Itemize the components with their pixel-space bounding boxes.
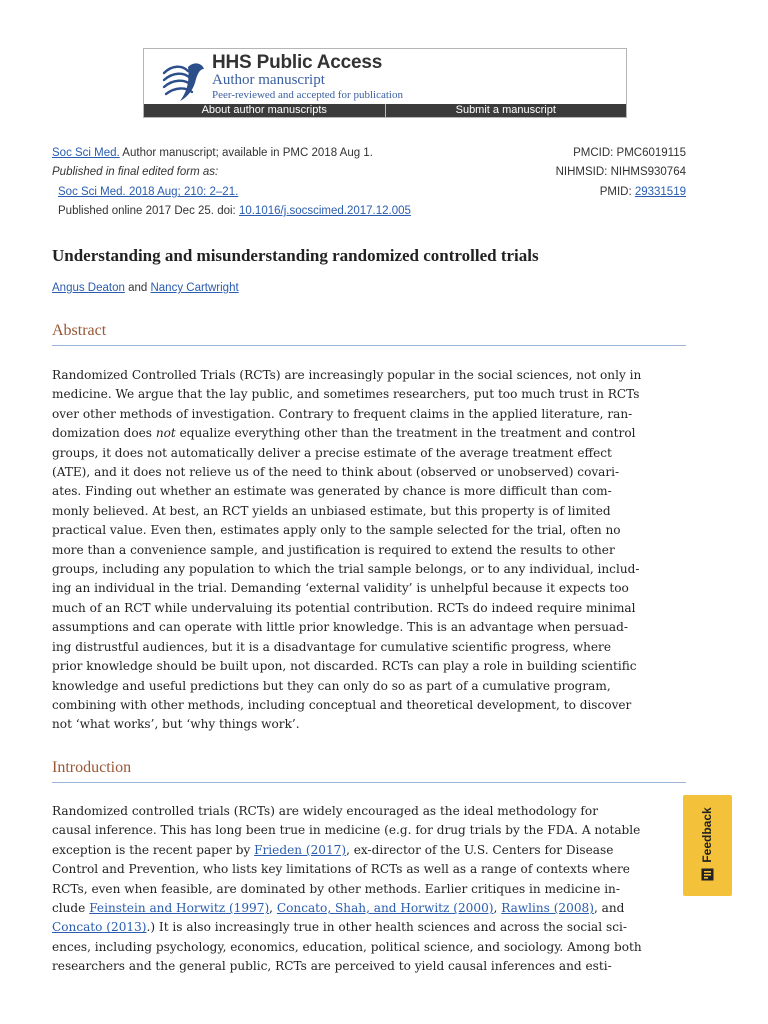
intro-text: , and (593, 901, 625, 916)
citation-text: Author manuscript; available in PMC 2018 Aug 1. (119, 147, 373, 159)
abstract-line: medicine. We argue that the lay public, and sometimes researchers, put too much trust in RCTs (52, 387, 640, 402)
final-citation-link[interactable]: Soc Sci Med. 2018 Aug; 210: 2–21. (58, 186, 239, 198)
intro-line (52, 918, 686, 937)
banner-button-bar (144, 104, 626, 117)
abstract-line: groups, it does not automatically deliver a precise estimate of the average treatment effect (52, 445, 612, 460)
doi-link[interactable]: 10.1016/j.socscimed.2017.12.005 (238, 205, 411, 217)
intro-line: Control and Prevention, who lists key limitations of RCTs as well as a range of contexts where (52, 862, 630, 877)
abstract-line: monly believed. At best, an RCT yields an unbiased estimate, but this property is of limited (52, 503, 611, 518)
article-title: Understanding and misunderstanding randomized controlled trials (52, 246, 539, 265)
citation-line (52, 147, 373, 159)
final-form-citation (58, 186, 238, 198)
introduction-heading: Introduction (52, 759, 132, 776)
intro-text: , (493, 901, 502, 916)
abstract-line: much of an RCT while undervaluing its potential contribution. RCTs do indeed require minimal (52, 600, 636, 615)
abstract-line: assumptions and can operate with little prior knowledge. This is an advantage when persuad- (52, 620, 628, 635)
author-list (52, 282, 239, 294)
intro-text: , (269, 901, 277, 916)
pmid-link[interactable]: 29331519 (634, 186, 686, 198)
intro-line (52, 841, 686, 860)
author-link-cartwright[interactable]: Nancy Cartwright (150, 282, 239, 294)
author-link-deaton[interactable]: Angus Deaton (52, 282, 125, 294)
intro-text: clude (52, 901, 90, 916)
final-form-label: Published in final edited form as: (52, 166, 219, 178)
hhs-banner (143, 48, 627, 118)
journal-link[interactable]: Soc Sci Med. (52, 147, 120, 159)
intro-line: ences, including psychology, economics, education, political science, and sociology. Among both (52, 939, 642, 954)
abstract-line: not ‘what works’, but ‘why things work’. (52, 717, 300, 732)
abstract-text-segment: equalize everything other than the treatment in the treatment and control (175, 426, 636, 441)
introduction-text (52, 802, 686, 977)
intro-line (52, 899, 686, 918)
abstract-line: ing an individual in the trial. Demanding ‘external validity’ is unhelpful because it expects too (52, 581, 629, 596)
abstract-line: prior knowledge should be built upon, not discarded. RCTs can play a role in building scientific (52, 659, 637, 674)
nihmsid: NIHMSID: NIHMS930764 (555, 166, 686, 178)
pmid-line (600, 186, 686, 198)
abstract-line: (ATE), and it does not relieve us of the need to think about (observed or unobserved) covari- (52, 465, 620, 480)
ref-link-concato[interactable]: Concato (2013) (52, 920, 147, 935)
submit-manuscript-button[interactable]: Submit a manuscript (385, 104, 627, 117)
published-online-text: Published online 2017 Dec 25. doi: (58, 205, 239, 217)
banner-title: HHS Public Access (212, 52, 383, 73)
pmid-label: PMID: (599, 186, 635, 198)
hhs-eagle-logo-icon (158, 55, 210, 105)
abstract-line: practical value. Even then, estimates apply only to the sample selected for the trial, often no (52, 523, 621, 538)
ref-link-frieden[interactable]: Frieden (2017) (254, 842, 347, 857)
feedback-icon (701, 868, 714, 881)
abstract-line: ates. Finding out whether an estimate was generated by chance is more difficult than com- (52, 484, 612, 499)
abstract-heading: Abstract (52, 322, 107, 339)
intro-text: .) It is also increasingly true in other health sciences and across the social sci- (146, 920, 627, 935)
intro-text: , ex-director of the U.S. Centers for Disease (346, 842, 614, 857)
abstract-line: groups, including any population to which the trial sample belongs, or to any individual, includ- (52, 562, 640, 577)
feedback-label: Feedback (700, 807, 714, 863)
abstract-line (52, 424, 686, 443)
introduction-divider (52, 782, 686, 783)
intro-line: researchers and the general public, RCTs are perceived to yield causal inferences and esti- (52, 959, 612, 974)
pmcid: PMCID: PMC6019115 (573, 147, 686, 159)
ref-link-concato-shah-horwitz[interactable]: Concato, Shah, and Horwitz (2000) (276, 901, 494, 916)
about-author-manuscripts-button[interactable]: About author manuscripts (201, 104, 327, 116)
feedback-button[interactable] (683, 795, 732, 896)
ref-link-feinstein-horwitz[interactable]: Feinstein and Horwitz (1997) (89, 901, 270, 916)
abstract-text (52, 366, 686, 735)
abstract-emphasis: not (155, 426, 176, 441)
intro-text: exception is the recent paper by (52, 842, 255, 857)
ref-link-rawlins[interactable]: Rawlins (2008) (501, 901, 594, 916)
published-online-line (58, 205, 411, 217)
abstract-line: Randomized Controlled Trials (RCTs) are increasingly popular in the social sciences, not only in (52, 368, 642, 382)
abstract-line: ing distrustful audiences, but it is a disadvantage for cumulative scientific progress, where (52, 639, 611, 654)
intro-line: causal inference. This has long been true in medicine (e.g. for drug trials by the FDA. A notable (52, 823, 641, 838)
intro-line: RCTs, even when feasible, are dominated by other methods. Earlier critiques in medicine in- (52, 881, 620, 896)
abstract-line: more than a convenience sample, and justification is required to extend the results to other (52, 542, 615, 557)
abstract-line: over other methods of investigation. Contrary to frequent claims in the applied literature, ran- (52, 406, 633, 421)
intro-line: Randomized controlled trials (RCTs) are widely encouraged as the ideal methodology for (52, 804, 598, 818)
abstract-line: combining with other methods, including conceptual and theoretical development, to discover (52, 697, 632, 712)
banner-subtitle: Author manuscript (212, 72, 325, 88)
abstract-line: knowledge and useful predictions but they can only do so as part of a cumulative program, (52, 678, 611, 693)
abstract-divider (52, 345, 686, 346)
banner-subtitle-2: Peer-reviewed and accepted for publication (212, 89, 403, 101)
author-separator: and (124, 282, 151, 294)
abstract-text-segment: domization does (52, 426, 156, 441)
